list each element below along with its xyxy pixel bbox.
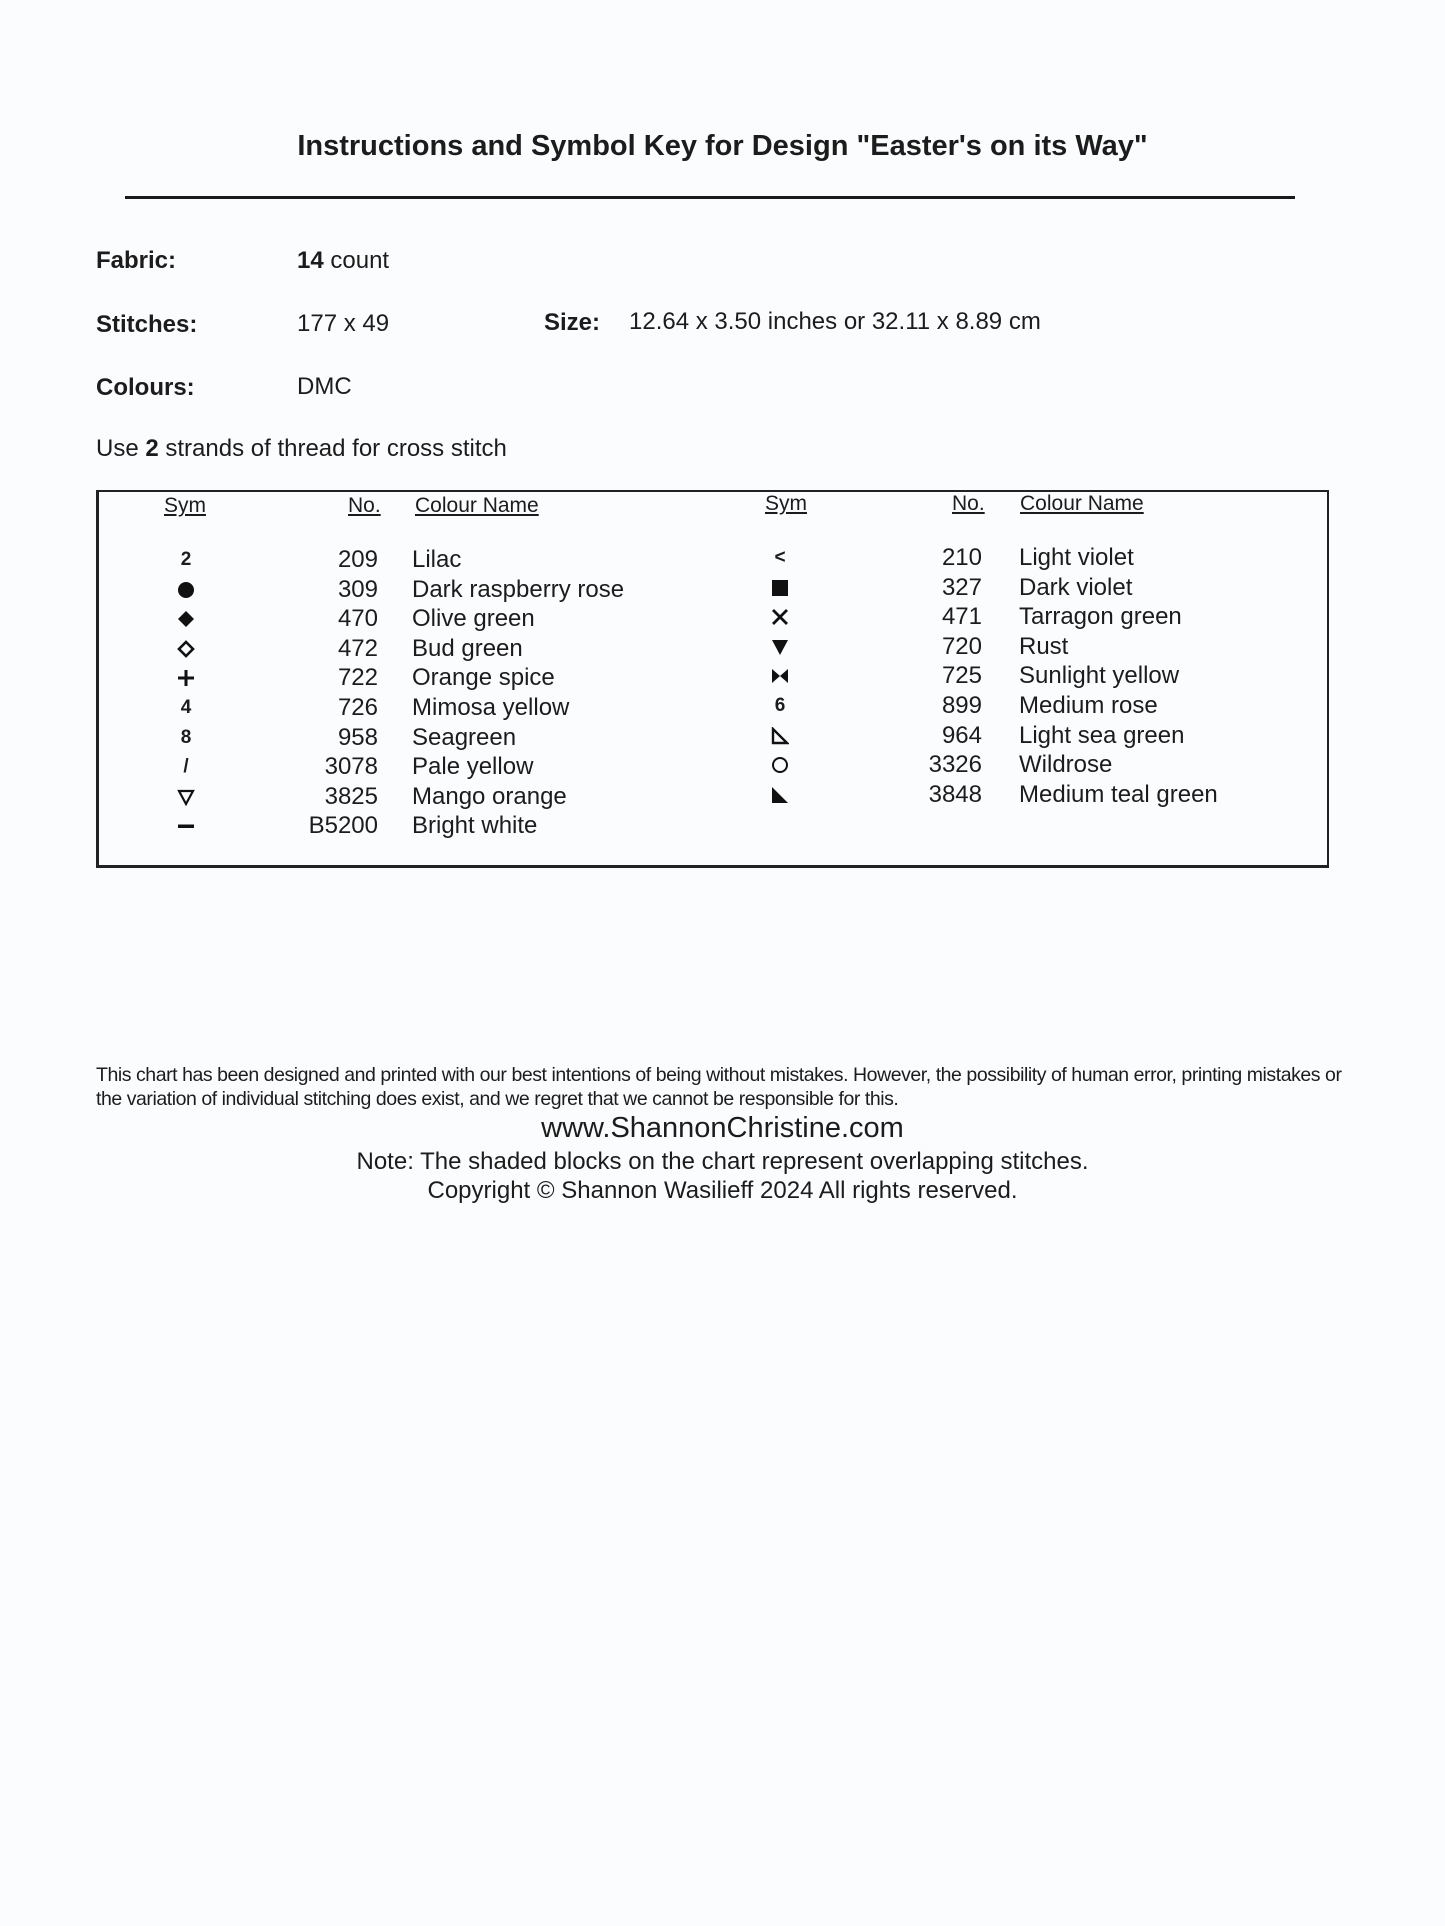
colour-name: Dark violet [1019, 573, 1133, 601]
bowtie-icon [760, 661, 800, 685]
outline-right-triangle-icon [760, 721, 800, 745]
strands-suffix: strands of thread for cross stitch [165, 435, 507, 462]
colour-name: Light violet [1019, 544, 1134, 571]
filled-square-icon [760, 573, 800, 597]
key-row [0, 811, 1445, 841]
colour-name: Wildrose [1019, 751, 1113, 779]
colour-number: 327 [941, 573, 982, 601]
colour-number: 309 [337, 575, 378, 603]
colour-name: Rust [1019, 632, 1069, 660]
title-divider [125, 196, 1295, 199]
filled-triangle-down-icon [760, 632, 800, 656]
colour-number: 3078 [324, 753, 378, 781]
colour-number: 472 [337, 634, 378, 662]
disclaimer: This chart has been designed and printed with our best intentions of being without mistakes. However, the possibility of human error, printing mistakes or the variation of individual stitching does exist, and we regret that we cannot be responsible for this. [96, 1064, 1342, 1110]
colour-number: 209 [337, 546, 378, 573]
fabric-count: 14 [297, 247, 324, 274]
colour-name: Lilac [412, 546, 462, 573]
key-row [0, 573, 1445, 603]
colour-number: 471 [941, 603, 982, 631]
dash-icon [166, 811, 206, 835]
digit-6-icon: 6 [774, 695, 786, 716]
colour-number: 3848 [928, 780, 982, 808]
colour-name: Sunlight yellow [1019, 662, 1180, 690]
colour-number: 722 [337, 664, 378, 692]
key-row [0, 750, 1445, 780]
colour-name: Medium teal green [1019, 780, 1218, 808]
digit-2-icon: 2 [180, 549, 192, 570]
strands-count: 2 [145, 435, 159, 462]
colour-name: Pale yellow [412, 753, 534, 781]
fabric-unit: count [330, 247, 390, 274]
colour-number: 958 [337, 723, 378, 751]
page-title: Instructions and Symbol Key for Design "Easter's on its Way" [297, 130, 1148, 162]
colour-number: 3326 [928, 751, 982, 779]
fabric-label: Fabric: [96, 247, 177, 274]
size-value: 12.64 x 3.50 inches or 32.11 x 8.89 cm [629, 308, 1041, 335]
website-link[interactable]: www.ShannonChristine.com [541, 1112, 904, 1144]
colour-name: Medium rose [1019, 692, 1158, 719]
size-label: Size: [544, 309, 601, 336]
stitches-value: 177 x 49 [297, 310, 390, 337]
key-row [0, 632, 1445, 662]
colour-number: 899 [941, 692, 982, 719]
colour-name: Tarragon green [1019, 603, 1182, 631]
colour-name: Mango orange [412, 782, 567, 810]
filled-right-triangle-icon [760, 780, 800, 804]
outline-circle-icon [760, 750, 800, 774]
colour-number: 726 [337, 694, 378, 721]
strands-prefix: Use [96, 435, 139, 462]
strands-instruction [96, 435, 507, 463]
colours-value: DMC [297, 373, 352, 400]
colour-name: Mimosa yellow [412, 694, 570, 721]
colour-name: Orange spice [412, 664, 555, 692]
copyright: Copyright © Shannon Wasilieff 2024 All rights reserved. [427, 1177, 1018, 1204]
colour-name: Seagreen [412, 723, 517, 751]
colour-name: Dark raspberry rose [412, 575, 625, 603]
note: Note: The shaded blocks on the chart represent overlapping stitches. [356, 1148, 1089, 1175]
stitches-label: Stitches: [96, 311, 198, 338]
colours-label: Colours: [96, 374, 195, 401]
digit-8-icon: 8 [180, 726, 192, 748]
colour-name: Bud green [412, 634, 523, 662]
key-row [0, 721, 1445, 751]
slash-icon: / [183, 756, 189, 778]
colour-number: 210 [941, 544, 982, 571]
colour-number: 725 [941, 662, 982, 690]
x-cross-icon [760, 602, 800, 626]
header-no-right: No. [952, 492, 985, 515]
header-name-left: Colour Name [415, 494, 539, 517]
colour-number: 964 [941, 721, 982, 749]
colour-name: Bright white [412, 812, 538, 840]
digit-4-icon: 4 [180, 697, 192, 718]
header-sym-left: Sym [164, 494, 206, 517]
key-row [0, 602, 1445, 632]
key-row [0, 661, 1445, 691]
less-than-icon: < [774, 547, 786, 568]
colour-name: Olive green [412, 605, 535, 633]
header-sym-right: Sym [765, 492, 807, 515]
header-no-left: No. [348, 494, 381, 517]
colour-number: 3825 [324, 782, 378, 810]
colour-name: Light sea green [1019, 721, 1185, 749]
fabric-value [297, 247, 389, 275]
key-row [0, 543, 1445, 573]
header-name-right: Colour Name [1020, 492, 1144, 515]
key-row [0, 780, 1445, 810]
key-row [0, 691, 1445, 721]
colour-number: 470 [337, 605, 378, 633]
colour-number: B5200 [308, 812, 378, 840]
colour-number: 720 [941, 632, 982, 660]
